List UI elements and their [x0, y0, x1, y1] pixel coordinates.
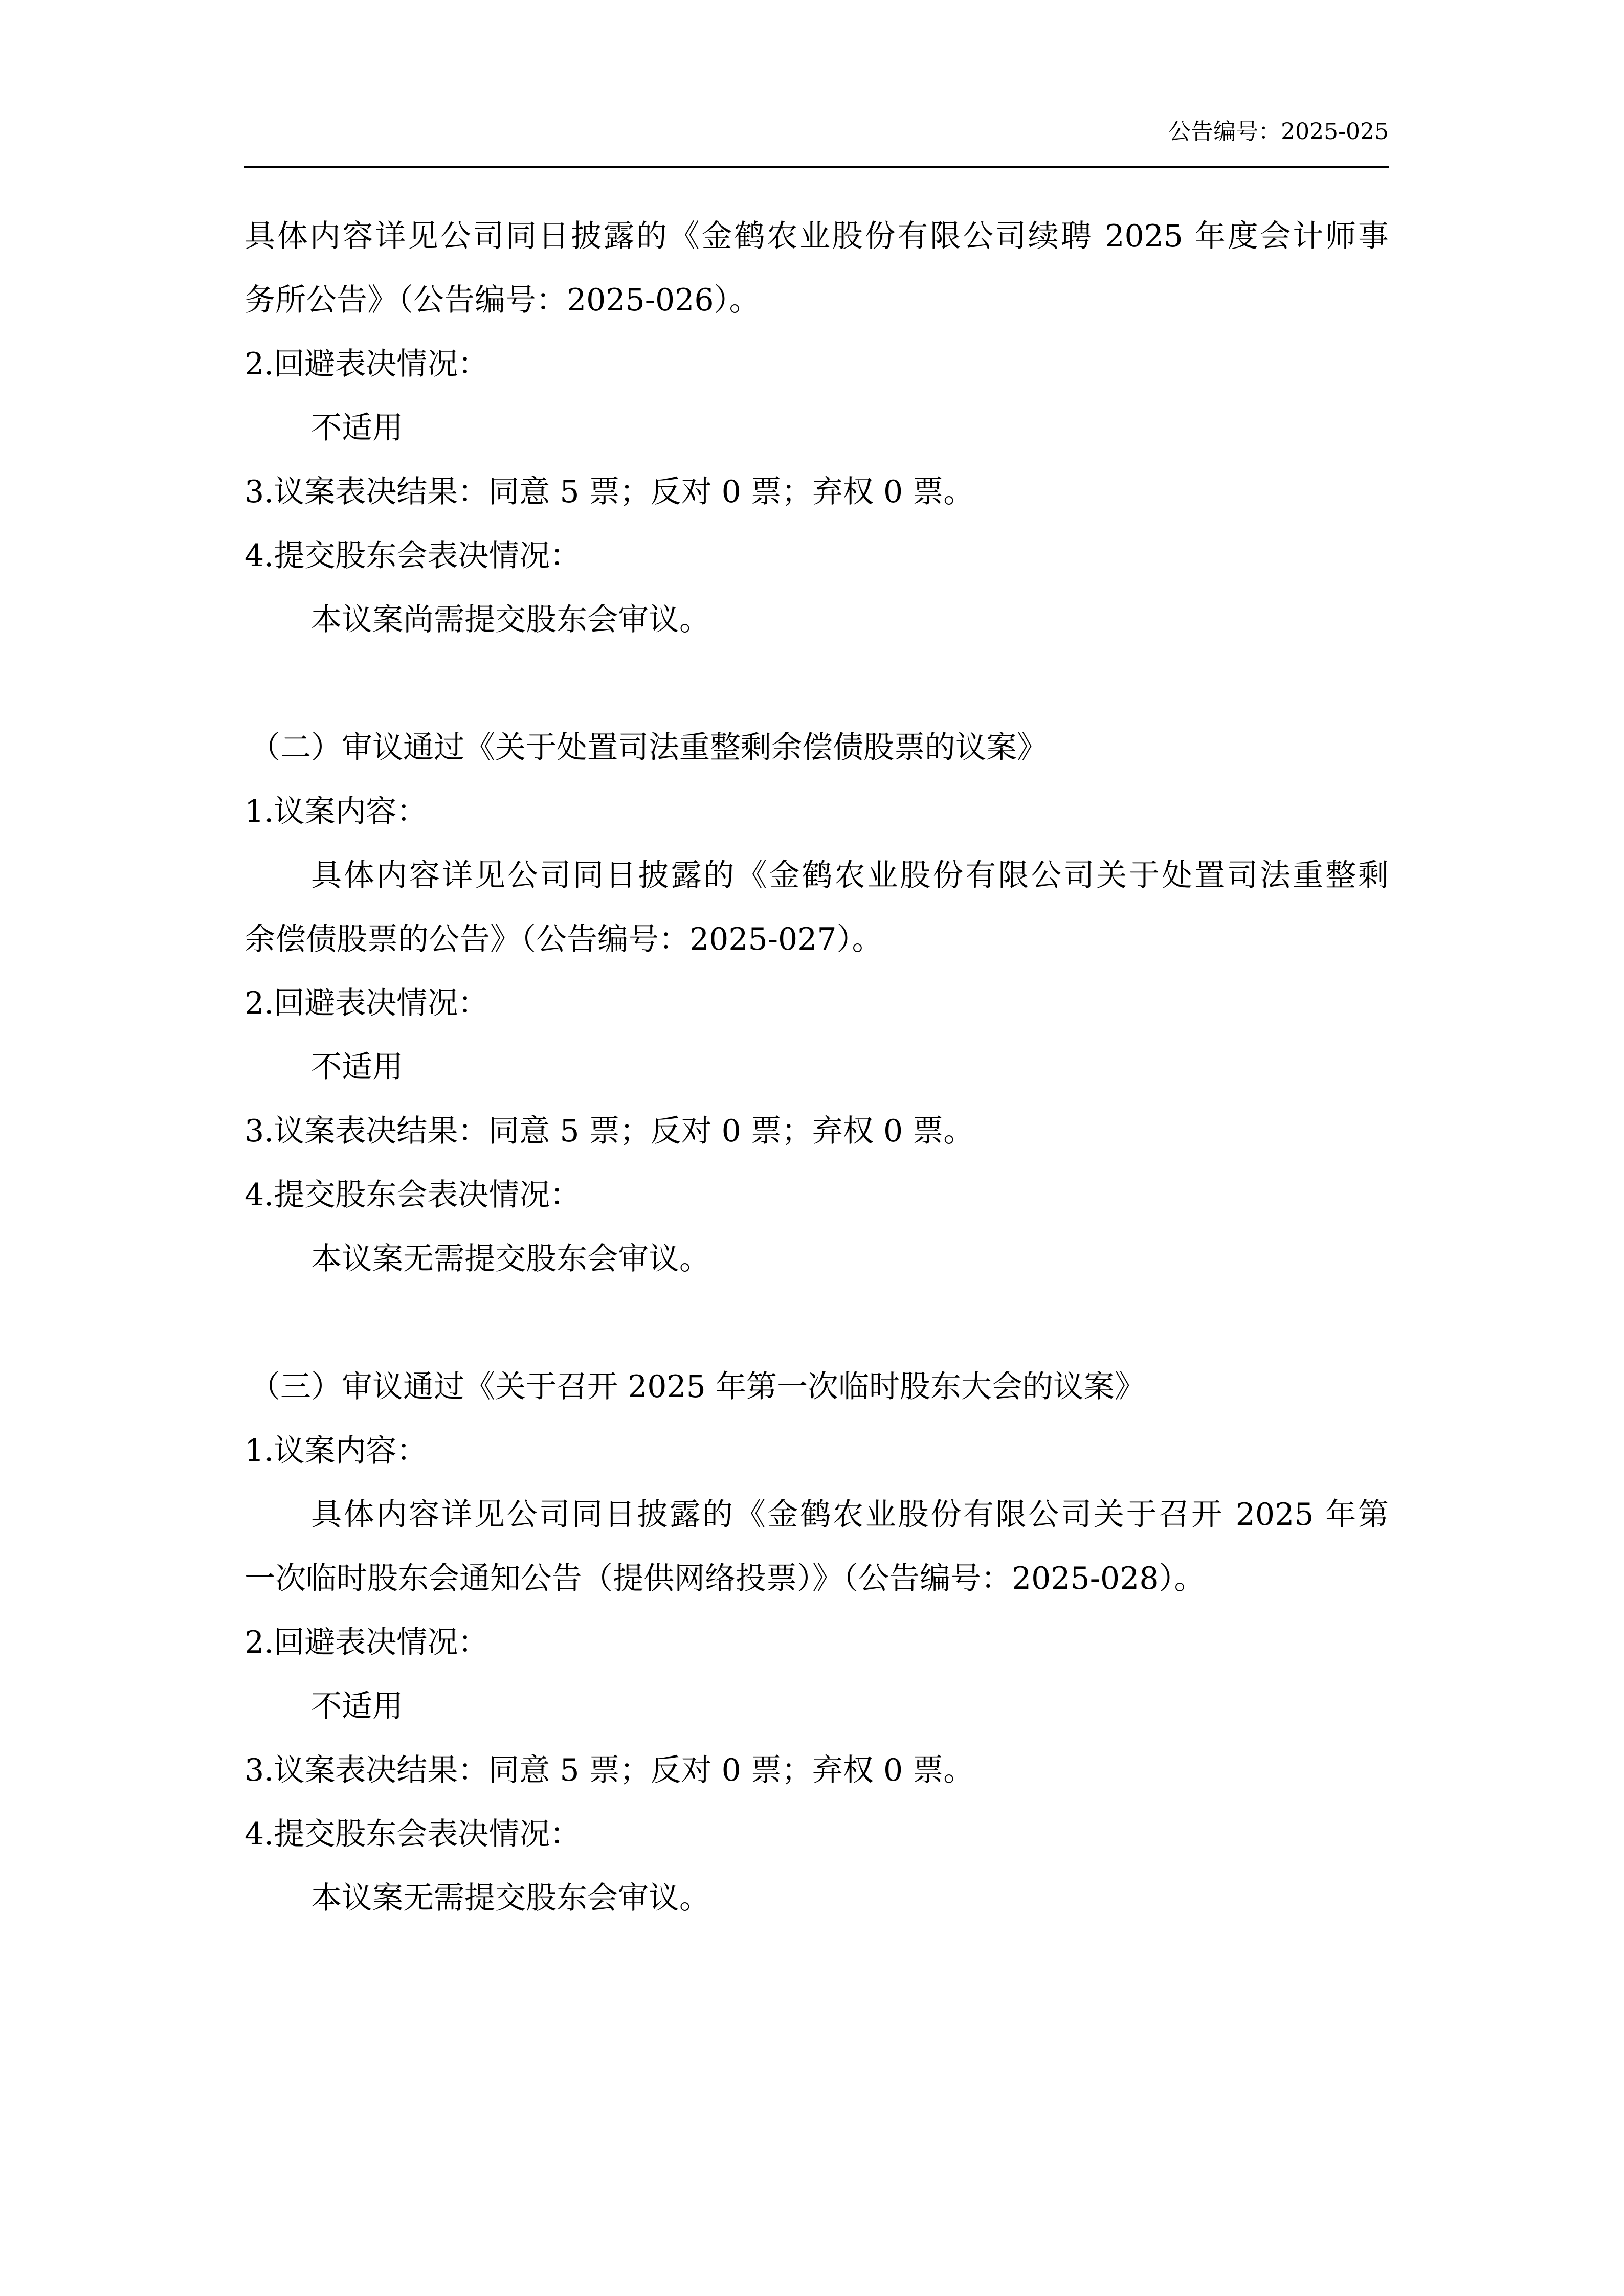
announcement-code: 公告编号：2025-025 [1168, 119, 1389, 145]
resolution-block-1 [244, 205, 1389, 652]
recusal-heading: 2.回避表决情况： [244, 985, 489, 1021]
content-line: 具体内容详见公司同日披露的《金鹤农业股份有限公司续聘 2025 年度会计师事 [244, 218, 1389, 254]
shareholder-text: 本议案无需提交股东会审议。 [311, 1880, 710, 1916]
shareholder-heading: 4.提交股东会表决情况： [244, 1177, 581, 1213]
resolution-block-2 [244, 716, 1389, 1291]
recusal-text: 不适用 [311, 410, 403, 446]
content-line: 余偿债股票的公告》（公告编号：2025-027）。 [244, 921, 883, 957]
recusal-text: 不适用 [311, 1049, 403, 1085]
recusal-text: 不适用 [311, 1689, 403, 1724]
header-divider [244, 166, 1389, 168]
recusal-heading: 2.回避表决情况： [244, 1625, 489, 1660]
vote-result: 3.议案表决结果：同意 5 票；反对 0 票；弃权 0 票。 [244, 1752, 974, 1788]
content-line: 务所公告》（公告编号：2025-026）。 [244, 282, 760, 318]
vote-result: 3.议案表决结果：同意 5 票；反对 0 票；弃权 0 票。 [244, 474, 974, 510]
section-spacer [244, 652, 1389, 716]
shareholder-text: 本议案尚需提交股东会审议。 [311, 602, 710, 638]
shareholder-heading: 4.提交股东会表决情况： [244, 1816, 581, 1852]
content-heading: 1.议案内容： [244, 794, 428, 829]
section-title: （二）审议通过《关于处置司法重整剩余偿债股票的议案》 [250, 730, 1048, 766]
section-spacer [244, 1291, 1389, 1355]
shareholder-text: 本议案无需提交股东会审议。 [311, 1241, 710, 1277]
content-heading: 1.议案内容： [244, 1433, 428, 1469]
content-line: 具体内容详见公司同日披露的《金鹤农业股份有限公司关于处置司法重整剩 [311, 858, 1389, 893]
content-line: 具体内容详见公司同日披露的《金鹤农业股份有限公司关于召开 2025 年第 [311, 1497, 1389, 1533]
document-body [244, 205, 1389, 1930]
resolution-block-3 [244, 1355, 1389, 1930]
section-title: （三）审议通过《关于召开 2025 年第一次临时股东大会的议案》 [250, 1369, 1145, 1405]
shareholder-heading: 4.提交股东会表决情况： [244, 538, 581, 574]
content-line: 一次临时股东会通知公告（提供网络投票）》（公告编号：2025-028）。 [244, 1561, 1205, 1596]
vote-result: 3.议案表决结果：同意 5 票；反对 0 票；弃权 0 票。 [244, 1113, 974, 1149]
recusal-heading: 2.回避表决情况： [244, 346, 489, 382]
